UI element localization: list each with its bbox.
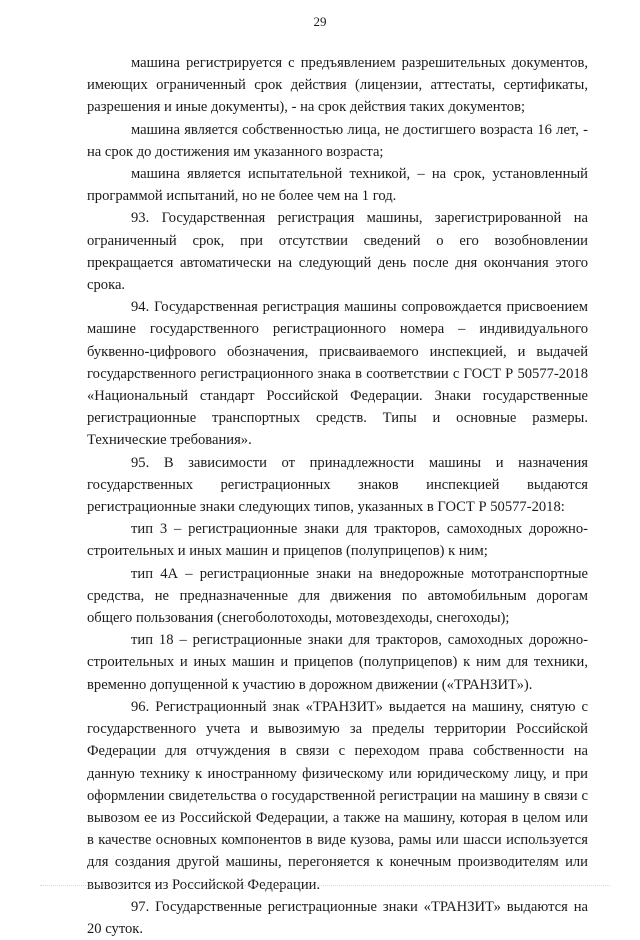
paragraph-test-equipment: машина является испытательной техникой, – на срок, установленный программой испытаний, но не более чем на 1 год. bbox=[87, 166, 588, 205]
paragraph-95: 95. В зависимости от принадлежности машины и назначения государственных регистрационных знаков инспекцией выдаются регистрационные знаки следующих типов, указанных в ГОСТ Р 50577-2018: bbox=[87, 454, 588, 516]
paragraph-type-4a: тип 4А – регистрационные знаки на внедорожные мототранспортные средства, не предназначенные для движения по автомобильным дорогам общего пользования (снегоболотоходы, мотовездеходы, снегоходы); bbox=[87, 565, 588, 627]
paragraph-97: 97. Государственные регистрационные знаки «ТРАНЗИТ» выдаются на 20 суток. bbox=[87, 898, 588, 937]
paragraph-minor-owner: машина является собственностью лица, не достигшего возраста 16 лет, - на срок до достижения им указанного возраста; bbox=[87, 121, 588, 160]
document-body bbox=[87, 52, 588, 940]
paragraph-96: 96. Регистрационный знак «ТРАНЗИТ» выдается на машину, снятую с государственного учета и вывозимую за пределы территории Российской Федерации для отчуждения в связи с переходом права собственности на данную технику к иностранному физическому или юридическому лицу, и при оформлении свидетельства о государственной регистрации на машину в связи с вывозом ее из Российской Федерации, а также на машину, которая в целом или в качестве основных компонентов в виде кузова, рамы или шасси используется для создания другой машины, перегоняется к конечным производителям или вывозится из Российской Федерации. bbox=[87, 698, 588, 893]
scan-bottom-artifact bbox=[40, 885, 610, 889]
paragraph-limited-term-documents: машина регистрируется с предъявлением разрешительных документов, имеющих ограниченный срок действия (лицензии, аттестаты, сертификаты, разрешения и иные документы), - на срок действия таких документов; bbox=[87, 55, 588, 116]
paragraph-type-3: тип 3 – регистрационные знаки для тракторов, самоходных дорожно-строительных и иных машин и прицепов (полуприцепов) к ним; bbox=[87, 521, 588, 560]
paragraph-type-18: тип 18 – регистрационные знаки для тракторов, самоходных дорожно-строительных и иных машин и прицепов (полуприцепов) к ним для техники, временно допущенной к участию в дорожном движении («ТРАНЗИТ»). bbox=[87, 632, 588, 693]
paragraph-93: 93. Государственная регистрация машины, зарегистрированной на ограниченный срок, при отсутствии сведений о его возобновлении прекращается автоматически на следующий день после дня окончания этого срока. bbox=[87, 210, 588, 294]
paragraph-94: 94. Государственная регистрация машины сопровождается присвоением машине государственного регистрационного номера – индивидуального буквенно-цифрового обозначения, присваиваемого инспекцией, и выдачей государственного регистрационного знака в соответствии с ГОСТ Р 50577-2018 «Национальный стандарт Российской Федерации. Знаки государственные регистрационные транспортных средств. Типы и основные размеры. Технические требования». bbox=[87, 299, 588, 449]
page-number: 29 bbox=[313, 14, 327, 29]
